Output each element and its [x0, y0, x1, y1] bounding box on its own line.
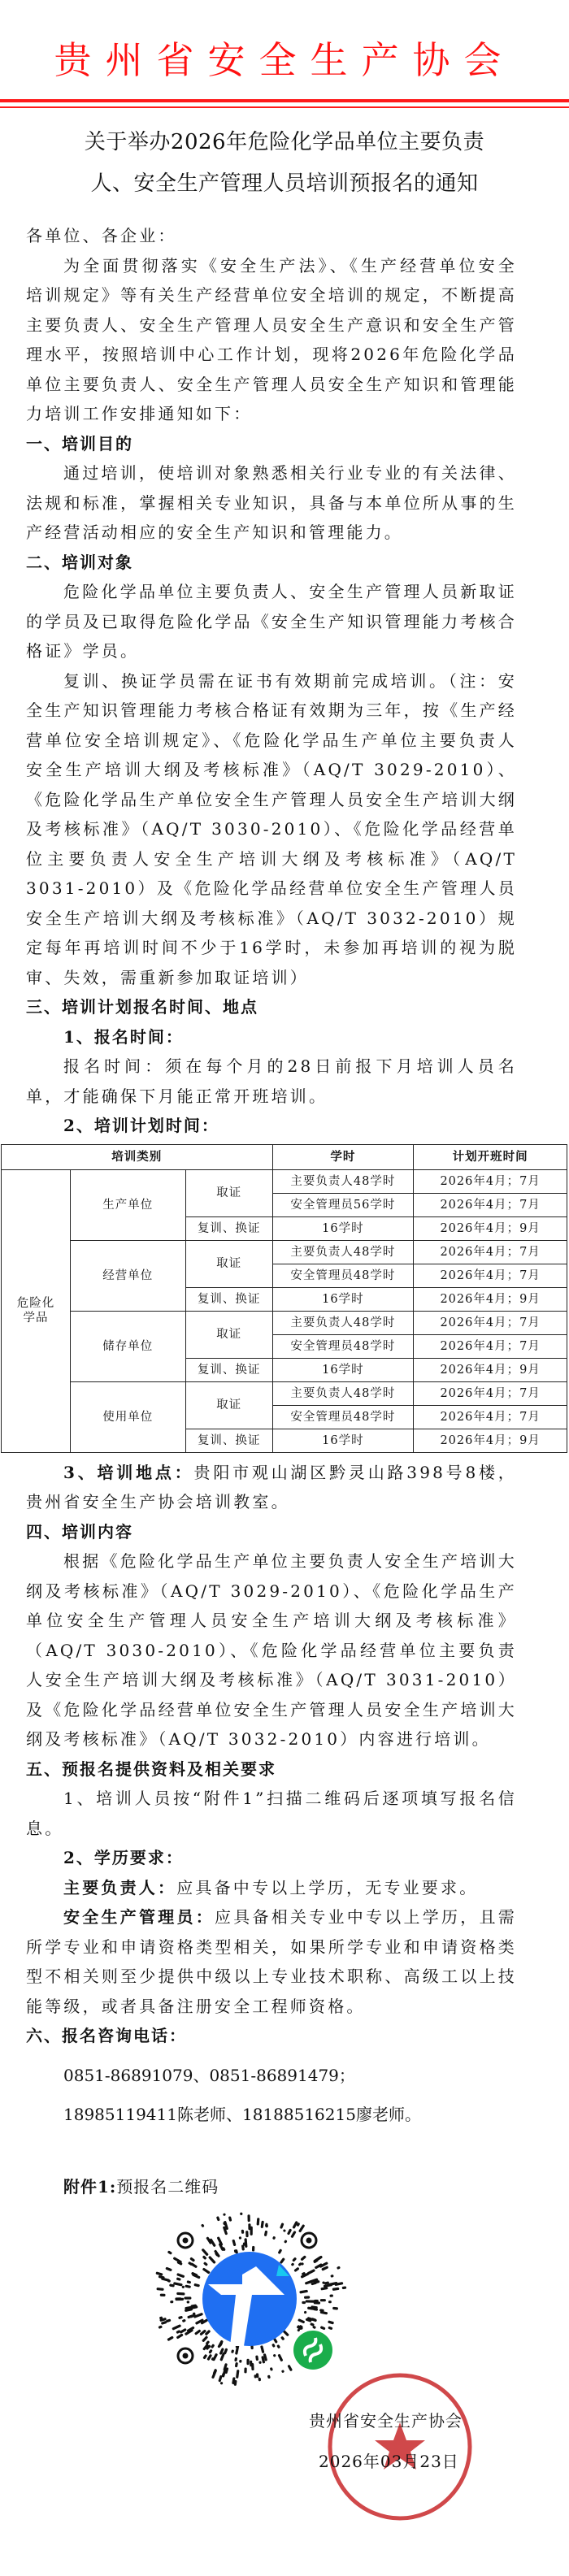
hours-cell: 安全管理员48学时 — [272, 1405, 414, 1429]
section-5-heading: 五、预报名提供资料及相关要求 — [26, 1759, 276, 1779]
location-text: 贵阳市观山湖区黔灵山路398号8楼，贵州省安全生产协会培训教室。 — [26, 1462, 517, 1511]
qr-module — [178, 2316, 183, 2320]
schedule-cell: 2026年4月；7月 — [414, 1334, 567, 1358]
qr-module — [167, 2335, 174, 2341]
closing-block — [0, 2210, 569, 2551]
header-schedule: 计划开班时间 — [414, 1144, 567, 1169]
qr-module — [165, 2266, 172, 2271]
qr-module — [206, 2354, 212, 2361]
qr-module — [280, 2336, 285, 2341]
qr-module — [250, 2227, 253, 2236]
qr-module — [203, 2262, 208, 2266]
qr-module — [202, 2267, 211, 2274]
qr-module — [246, 2359, 249, 2366]
table-body — [2, 1169, 567, 1452]
qr-module — [281, 2370, 284, 2373]
section-2-para-1: 危险化学品单位主要负责人、安全生产管理人员新取证的学员及已取得危险化学品《安全生产知识管理能力考核合格证》学员。 — [26, 582, 517, 661]
qr-module — [298, 2224, 305, 2233]
qr-module — [216, 2216, 220, 2221]
qr-module — [283, 2229, 286, 2232]
qr-module — [251, 2363, 254, 2370]
section-6-heading: 六、报名咨询电话： — [26, 2026, 187, 2045]
unit-type-cell: 使用单位 — [70, 1381, 185, 1452]
qr-module — [176, 2277, 181, 2281]
table-header-row — [2, 1144, 567, 1169]
qr-module — [247, 2214, 250, 2222]
qualification-cell: 取证 — [185, 1311, 272, 1358]
qr-module — [330, 2275, 334, 2278]
qr-module — [332, 2307, 338, 2310]
qr-module — [158, 2325, 163, 2329]
registration-qr-code[interactable] — [146, 2210, 358, 2392]
section-2-para-2: 复训、换证学员需在证书有效期前完成培训。（注：安全生产知识管理能力考核合格证有效期为三年，按《生产经营单位安全培训规定》、《危险化学品生产单位主要负责人安全生产培训大纲及考核标准》（AQ/T 3029-2010）、《危险化学品生产单位安全生产管理人员安全生产培训大纲及考核标准》（AQ/T 3030-2010）、《危险化学品经营单位主要负责人安全生产培训大纲及考核标准》（AQ/T 3031-2010）及《危险化学品经营单位安全生产管理人员安全生产培训大纲及考核标准》（AQ/T 3032-2010）规定每年再培训时间不少于16学时，未参加再培训的视为脱审、失效，需重新参加取证培训） — [26, 670, 517, 987]
schedule-cell: 2026年4月；7月 — [414, 1193, 567, 1216]
table-row — [2, 1311, 567, 1334]
qr-module — [208, 2349, 213, 2354]
section-4-heading: 四、培训内容 — [26, 1521, 133, 1542]
qr-module — [156, 2288, 163, 2291]
qr-module — [181, 2285, 185, 2288]
schedule-cell: 2026年4月；7月 — [414, 1381, 567, 1405]
qr-module — [186, 2280, 191, 2283]
section-3-location — [26, 1458, 517, 1517]
section-5-item-2: 2、学历要求： — [63, 1848, 184, 1867]
qr-module — [201, 2249, 208, 2257]
qr-module — [176, 2292, 185, 2296]
qr-module — [293, 2267, 299, 2272]
qr-module — [328, 2301, 332, 2303]
qr-module — [231, 2349, 234, 2353]
qr-module — [342, 2286, 347, 2289]
training-schedule-table — [1, 1144, 567, 1453]
qr-module — [258, 2361, 262, 2364]
qr-module — [304, 2311, 307, 2314]
schedule-cell: 2026年4月；7月 — [414, 1405, 567, 1429]
qr-module — [235, 2362, 238, 2367]
phones-mobile: 18985119411陈老师、18188516215廖老师。 — [63, 2105, 421, 2124]
qr-module — [328, 2320, 334, 2324]
qr-module — [272, 2236, 276, 2240]
qr-module — [299, 2290, 308, 2294]
qr-module — [176, 2333, 184, 2339]
qr-module — [232, 2240, 236, 2247]
qr-module — [160, 2294, 166, 2296]
qr-module — [306, 2300, 315, 2302]
section-3-sub1: 1、报名时间： — [63, 1026, 184, 1047]
qr-module — [290, 2231, 296, 2239]
attachment-text: 预报名二维码 — [116, 2176, 219, 2197]
qr-module — [185, 2284, 191, 2288]
qr-module — [176, 2273, 185, 2278]
contact-phones — [26, 2061, 517, 2130]
qr-module — [332, 2288, 340, 2291]
table-row — [2, 1381, 567, 1405]
qr-module — [236, 2370, 240, 2379]
qr-module — [337, 2266, 341, 2269]
hours-cell: 主要负责人48学时 — [272, 1381, 414, 1405]
qr-module — [276, 2344, 280, 2349]
qr-module — [320, 2299, 326, 2301]
schedule-cell: 2026年4月；9月 — [414, 1358, 567, 1381]
qr-module — [306, 2269, 315, 2275]
qr-module — [167, 2250, 172, 2255]
qualification-cell: 取证 — [185, 1240, 272, 1287]
section-2-heading: 二、培训对象 — [26, 552, 133, 572]
qr-module — [280, 2257, 285, 2264]
qr-module — [193, 2283, 200, 2288]
salutation: 各单位、各企业： — [26, 226, 177, 245]
renewal-cell: 复训、换证 — [185, 1216, 272, 1240]
hours-cell: 16学时 — [272, 1216, 414, 1240]
unit-type-cell: 储存单位 — [70, 1311, 185, 1381]
schedule-cell: 2026年4月；9月 — [414, 1429, 567, 1452]
leader-label: 主要负责人： — [63, 1877, 177, 1897]
qr-module — [220, 2382, 224, 2385]
qr-module — [257, 2218, 260, 2225]
qr-module — [298, 2262, 302, 2266]
qr-module — [291, 2262, 295, 2266]
qr-module — [267, 2375, 271, 2379]
qr-module — [214, 2249, 220, 2257]
section-3-sub1-text: 报名时间：须在每个月的28日前报下月培训人员名单，才能确保下月能正常开班培训。 — [26, 1056, 517, 1106]
qr-module — [241, 2230, 245, 2234]
header-hours: 学时 — [272, 1144, 414, 1169]
qualification-cell: 取证 — [185, 1169, 272, 1216]
signature-date: 2026年03月23日 — [319, 2452, 459, 2471]
hours-cell: 16学时 — [272, 1358, 414, 1381]
safety-text: 应具备相关专业中专以上学历，且需所学专业和申请资格类型相关，如果所学专业和申请资格类型不相关则至少提供中级以上专业技术职称、高级工以上技能等级，或者具备注册安全工程师资格。 — [26, 1907, 517, 2016]
renewal-cell: 复训、换证 — [185, 1358, 272, 1381]
qr-module — [255, 2355, 258, 2361]
hours-cell: 安全管理员48学时 — [272, 1334, 414, 1358]
schedule-cell: 2026年4月；7月 — [414, 1169, 567, 1193]
qr-module — [260, 2221, 263, 2229]
qr-module — [170, 2301, 173, 2303]
title-line-1: 关于举办2026年危险化学品单位主要负责 — [84, 130, 485, 154]
wechat-miniprogram-icon — [293, 2331, 332, 2370]
qr-module — [277, 2353, 283, 2361]
qr-module — [211, 2370, 217, 2379]
document-body-continued — [26, 1458, 517, 2202]
renewal-cell: 复训、换证 — [185, 1287, 272, 1311]
qr-module — [271, 2344, 276, 2348]
qr-module — [228, 2216, 232, 2222]
attachment-line — [26, 2172, 517, 2202]
qr-module — [258, 2378, 261, 2382]
header-category: 培训类别 — [2, 1144, 273, 1169]
official-seal — [325, 2372, 476, 2522]
leader-requirement — [26, 1873, 517, 1903]
qr-module — [329, 2294, 333, 2296]
qr-module — [302, 2301, 306, 2304]
unit-type-cell: 生产单位 — [70, 1169, 185, 1240]
qr-module — [234, 2357, 237, 2362]
schedule-cell: 2026年4月；9月 — [414, 1216, 567, 1240]
qr-module — [280, 2223, 284, 2229]
qr-module — [202, 2255, 207, 2260]
qr-module — [239, 2360, 242, 2363]
schedule-cell: 2026年4月；7月 — [414, 1264, 567, 1287]
qr-module — [182, 2319, 186, 2323]
qr-module — [186, 2301, 189, 2303]
title-line-2: 人、安全生产管理人员培训预报名的通知 — [90, 171, 479, 196]
qr-module — [252, 2246, 254, 2252]
qr-module — [211, 2344, 215, 2348]
qr-module — [270, 2367, 273, 2371]
letterhead-rule-thick — [0, 99, 569, 102]
qr-module — [320, 2326, 326, 2330]
qr-module — [184, 2296, 191, 2299]
section-1-text: 通过培训，使培训对象熟悉相关行业专业的有关法律、法规和标准，掌握相关专业知识，具备与本单位所从事的生产经营活动相应的安全生产知识和管理能力。 — [26, 463, 517, 542]
schedule-cell: 2026年4月；7月 — [414, 1240, 567, 1264]
safety-label: 安全生产管理员： — [63, 1907, 215, 1927]
qr-module — [244, 2367, 246, 2373]
qr-module — [287, 2365, 293, 2372]
hours-cell: 主要负责人48学时 — [272, 1169, 414, 1193]
attachment-label: 附件1: — [63, 2176, 117, 2197]
phones-landline: 0851-86891079、0851-86891479； — [63, 2065, 355, 2085]
schedule-cell: 2026年4月；7月 — [414, 1311, 567, 1334]
table-row — [2, 1240, 567, 1264]
signature-org: 贵州省安全生产协会 — [309, 2411, 463, 2431]
qr-module — [223, 2213, 226, 2216]
renewal-cell: 复训、换证 — [185, 1429, 272, 1452]
qr-module — [201, 2223, 205, 2227]
category-cell: 危险化学品 — [2, 1169, 71, 1452]
table-row — [2, 1169, 567, 1193]
qr-module — [239, 2236, 242, 2240]
qr-module — [218, 2375, 223, 2383]
qr-module — [208, 2256, 216, 2264]
qr-module — [284, 2240, 288, 2244]
qualification-cell: 取证 — [185, 1381, 272, 1429]
schedule-cell: 2026年4月；9月 — [414, 1287, 567, 1311]
qr-module — [260, 2345, 264, 2353]
qr-module — [176, 2330, 180, 2334]
org-letterhead: 贵州省安全生产协会 — [54, 38, 515, 82]
hours-cell: 16学时 — [272, 1287, 414, 1311]
safety-manager-requirement — [26, 1902, 517, 2021]
leader-text: 应具备中专以上学历，无专业要求。 — [176, 1877, 479, 1897]
qr-module — [155, 2271, 163, 2276]
intro-paragraph: 为全面贯彻落实《安全生产法》、《生产经营单位安全培训规定》等有关生产经营单位安全培训的规定，不断提高主要负责人、安全生产管理人员安全生产意识和安全生产管理水平，按照培训中心工作计划，现将2026年危险化学品单位主要负责人、安全生产管理人员安全生产知识和管理能力培训工作安排通知如下： — [26, 255, 517, 423]
hours-cell: 16学时 — [272, 1429, 414, 1452]
qr-module — [202, 2354, 207, 2360]
section-1-heading: 一、培训目的 — [26, 433, 133, 453]
qr-module — [264, 2231, 268, 2236]
hours-cell: 安全管理员48学时 — [272, 1264, 414, 1287]
qr-module — [175, 2297, 181, 2300]
hours-cell: 主要负责人48学时 — [272, 1311, 414, 1334]
location-label: 3、培训地点： — [63, 1462, 194, 1482]
section-3-heading: 三、培训计划报名时间、地点 — [26, 997, 258, 1017]
unit-type-cell: 经营单位 — [70, 1240, 185, 1311]
letterhead-rule-thin — [0, 106, 569, 108]
qr-module — [189, 2257, 195, 2262]
section-4-text: 根据《危险化学品生产单位主要负责人安全生产培训大纲及考核标准》（AQ/T 3029-2010）、《危险化学品生产单位安全生产管理人员安全生产培训大纲及考核标准》（AQ/T 3030-2010）、《危险化学品经营单位主要负责人安全生产培训大纲及考核标准》（AQ/T 3031-2010）及《危险化学品经营单位安全生产管理人员安全生产培训大纲及考核标准》（AQ/T 3032-2010）内容进行培训。 — [26, 1551, 517, 1749]
qr-module — [300, 2255, 306, 2261]
qr-module — [273, 2354, 276, 2357]
hours-cell: 安全管理员56学时 — [272, 1193, 414, 1216]
document-body — [26, 221, 517, 1141]
qr-module — [304, 2296, 310, 2299]
qr-module — [240, 2213, 243, 2216]
document-title — [24, 122, 545, 205]
qr-module — [287, 2228, 292, 2235]
qr-module — [328, 2326, 332, 2330]
section-3-sub2: 2、培训计划时间： — [63, 1116, 219, 1135]
letterhead — [0, 0, 569, 122]
qr-module — [298, 2318, 305, 2323]
section-5-item-1: 1、培训人员按“附件1”扫描二维码后逐项填写报名信息。 — [26, 1789, 517, 1838]
hours-cell: 主要负责人48学时 — [272, 1240, 414, 1264]
qr-module — [319, 2309, 324, 2312]
qr-module — [245, 2231, 249, 2237]
qr-module — [172, 2324, 181, 2331]
qr-module — [278, 2249, 283, 2254]
